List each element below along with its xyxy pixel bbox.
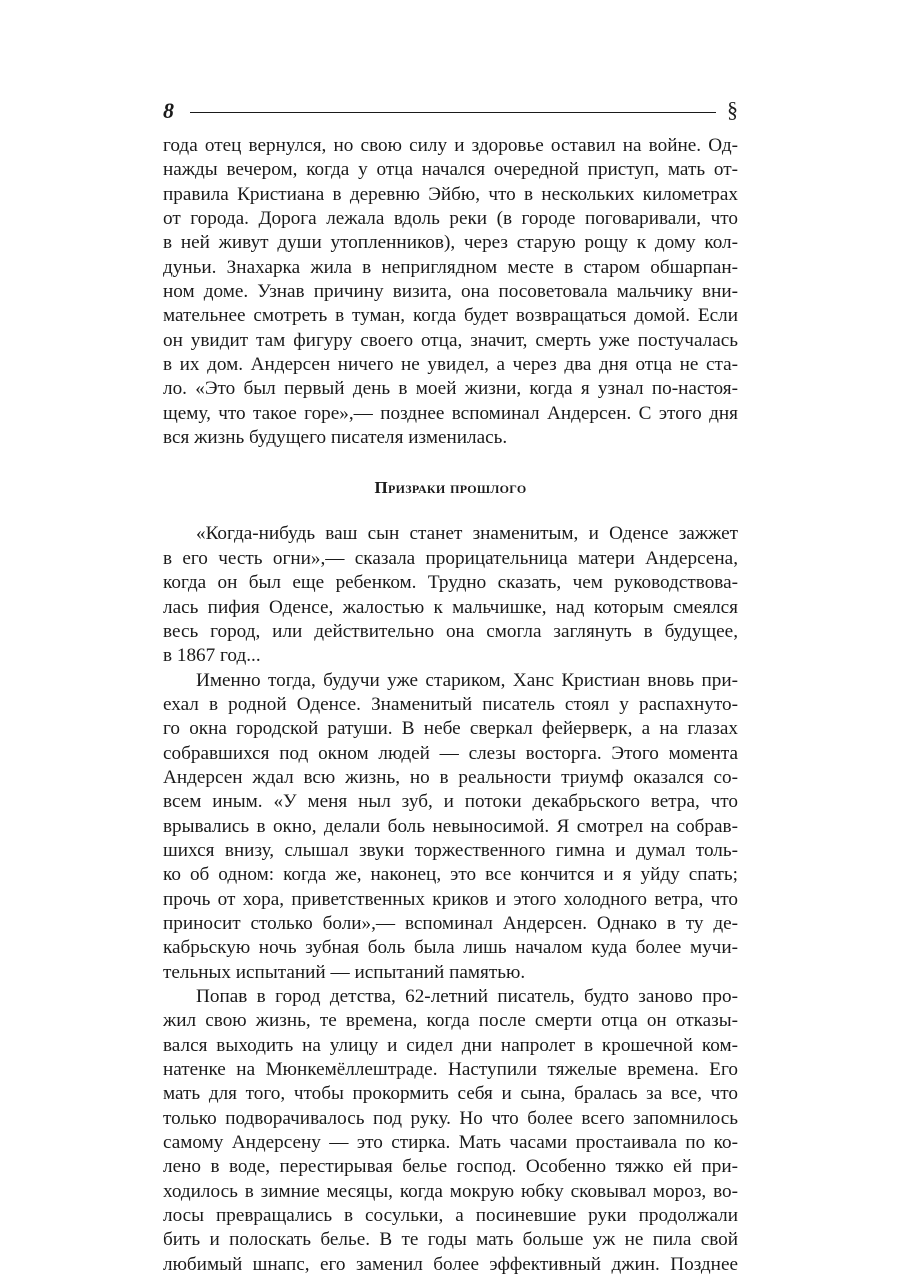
text-line: вся жизнь будущего писателя изменилась. — [163, 427, 508, 449]
section-heading: Призраки прошлого — [374, 478, 527, 498]
text-line: прочь от хора, приветственных криков и этого холодного ветра, что — [163, 888, 738, 910]
text-line: в 1867 год... — [163, 645, 261, 667]
text-line: мательнее смотреть в туман, когда будет возвращаться домой. Если — [163, 305, 738, 327]
text-line: собравшихся под окном людей — слезы восторга. Этого момента — [163, 742, 738, 764]
text-line: всем иным. «У меня ныл зуб, и потоки декабрьского ветра, что — [163, 791, 738, 813]
text-line: самому Андерсену — это стирка. Мать часами простаивала по ко- — [163, 1132, 738, 1154]
text-line: врывались в окно, делали боль невыносимой. Я смотрел на собрав- — [163, 815, 738, 837]
text-line: приносит столько боли»,— вспоминал Андерсен. Однако в ту де- — [163, 912, 738, 934]
text-line: любимый шнапс, его заменил более эффективный джин. Позднее — [163, 1253, 738, 1275]
paragraph-3 — [163, 669, 738, 985]
text-line: лено в воде, перестирывая белье господ. Особенно тяжко ей при- — [163, 1156, 738, 1178]
text-line: в ней живут души утопленников), через старую рощу к дому кол- — [163, 232, 738, 254]
text-line: го окна городской ратуши. В небе сверкал фейерверк, а на глазах — [163, 718, 738, 740]
text-line: ходилось в зимние месяцы, когда мокрую юбку сковывал мороз, во- — [163, 1180, 738, 1202]
text-line: Попав в город детства, 62-летний писатель, будто заново про- — [196, 986, 738, 1007]
running-header — [163, 98, 738, 126]
text-line: мать для того, чтобы прокормить себя и сына, бралась за все, что — [163, 1083, 738, 1105]
text-line: натенке на Мюнкемёллештраде. Наступили тяжелые времена. Его — [163, 1059, 738, 1081]
text-line: Андерсен ждал всю жизнь, но в реальности триумф оказался со- — [163, 766, 738, 788]
text-line: щему, что такое горе»,— позднее вспоминал Андерсен. С этого дня — [163, 402, 738, 424]
header-rule — [190, 112, 716, 113]
text-line: дуньи. Знахарка жила в неприглядном месте в старом обшарпан- — [163, 256, 738, 278]
text-line: года отец вернулся, но свою силу и здоровье оставил на войне. Од- — [163, 135, 738, 156]
body-text — [163, 134, 738, 1277]
text-line: шихся внизу, слышал звуки торжественного гимна и думал толь- — [163, 839, 738, 861]
text-line: нажды вечером, когда у отца начался очередной приступ, мать от- — [163, 159, 738, 181]
text-line: ко об одном: когда же, наконец, это все кончится и я уйду спать; — [163, 864, 738, 886]
text-line: Именно тогда, будучи уже стариком, Ханс Кристиан вновь при- — [196, 669, 738, 691]
text-line: бить и полоскать белье. В те годы мать больше уж не пила свой — [163, 1229, 738, 1251]
text-line: ло. «Это был первый день в моей жизни, когда я узнал по-настоя- — [163, 378, 738, 400]
text-line: весь город, или действительно она смогла заглянуть в будущее, — [163, 620, 738, 642]
text-line: тельных испытаний — испытаний памятью. — [163, 961, 526, 983]
paragraph-1 — [163, 134, 738, 450]
text-line: когда он был еще ребенком. Трудно сказать, чем руководствова- — [163, 572, 738, 594]
text-line: в их дом. Андерсен ничего не увидел, а через два дня отца не ста- — [163, 354, 738, 376]
page-number: 8 — [163, 98, 174, 123]
text-line: он увидит там фигуру своего отца, значит, смерть уже постучалась — [163, 329, 738, 351]
text-line: ехал в родной Оденсе. Знаменитый писатель стоял у распахнуто- — [163, 693, 738, 715]
text-line: кабрьскую ночь зубная боль была лишь началом куда более мучи- — [163, 937, 738, 959]
text-line: правила Кристиана в деревню Эйбю, что в нескольких километрах — [163, 183, 738, 205]
text-line: вался выходить на улицу и сидел дни напролет в крошечной ком- — [163, 1034, 738, 1056]
ornament-icon: § — [727, 97, 738, 122]
paragraph-2 — [163, 522, 738, 668]
text-line: ном доме. Узнав причину визита, она посоветовала мальчику вни- — [163, 281, 738, 303]
text-line: в его честь огни»,— сказала прорицательница матери Андерсена, — [163, 547, 738, 569]
text-line: только подворачивалось под руку. Но что более всего запомнилось — [163, 1107, 738, 1129]
text-line: от города. Дорога лежала вдоль реки (в городе поговаривали, что — [163, 208, 738, 230]
text-line: жил свою жизнь, те времена, когда после смерти отца он отказы- — [163, 1010, 738, 1032]
text-line: лосы превращались в сосульки, а посиневшие руки продолжали — [163, 1205, 738, 1227]
text-line: «Когда-нибудь ваш сын станет знаменитым, и Оденсе зажжет — [196, 523, 738, 545]
text-line: лась пифия Оденсе, жалостью к мальчишке, над которым смеялся — [163, 596, 738, 618]
paragraph-4 — [163, 985, 738, 1277]
